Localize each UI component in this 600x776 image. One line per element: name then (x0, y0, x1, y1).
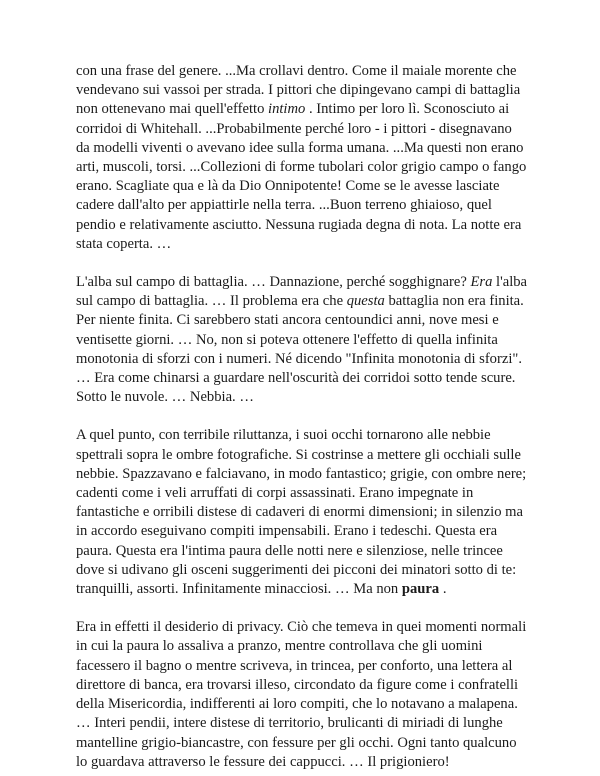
text-run: A quel punto, con terribile riluttanza, i suoi occhi tornarono alle nebbie spettrali sopra le ombre fotografiche. Si costrinse a mettere gli occhiali sulle nebbie. Spazzavano e falciavano, in modo fantastico; grigie, con ombre nere; cadenti come i veli arruffati di corpi assassinati. Erano impegnate in fantastiche e orribili distese di cadaveri di enormi dimensioni; in silenzio ma in accordo eseguivano compiti impensabili. Erano i tedeschi. Questa era paura. Questa era l'intima paura delle notti nere e silenziose, nelle trincee dove si udivano gli osceni suggerimenti dei picconi dei minatori sotto di te: tranquilli, assorti. Infinitamente minacciosi. … Ma non (76, 427, 527, 598)
text-run: . (439, 581, 447, 598)
paragraph (76, 426, 528, 599)
paragraph (76, 273, 528, 407)
text-run: . Intimo per loro lì. Sconosciuto ai corridoi di Whitehall. ...Probabilmente perché loro - i pittori - disegnavano da modelli viventi o avevano idee sulla forma umana. ...Ma questi non erano arti, muscoli, torsi. ...Collezioni di forme tubolari color grigio campo o fango erano. Scagliate qua e là da Dio Onnipotente! Come se le avesse lasciate cadere dall'alto per appiattirle nella terra. ...Buon terreno ghiaioso, quel pendio e relativamente asciutto. Nessuna rugiada degna di nota. La notte era stata coperta. … (76, 101, 527, 252)
text-run: Era in effetti il desiderio di privacy. Ciò che temeva in quei momenti normali in cui la paura lo assaliva a pranzo, mentre controllava che gli uomini facessero il bagno o mentre scriveva, in trincea, per conforto, una lettera al direttore di banca, era trovarsi illeso, circondato da figure come i confratelli della Misericordia, indifferenti ai loro compiti, che lo notavano a malapena. … Interi pendii, intere distese di territorio, brulicanti di miriadi di lunghe mantelline grigio-biancastre, con fessure per gli occhi. Ogni tanto qualcuno lo guardava attraverso le fessure dei cappucci. … Il prigioniero! (76, 619, 527, 770)
body-text (76, 62, 528, 772)
text-run: battaglia non era finita. Per niente finita. Ci sarebbero stati ancora centoundici anni, nove mesi e ventisette giorni. … No, non si poteva ottenere l'effetto di quella infinita monotonia di sforzi con i numeri. Né dicendo "Infinita monotonia di sforzi". … Era come chinarsi a guardare nell'oscurità dei corridoi sotto tende scure. Sotto le nuvole. … Nebbia. … (76, 293, 524, 406)
paragraph (76, 618, 528, 772)
emphasis-text: Era (470, 274, 493, 291)
text-run: con una frase del genere. ...Ma crollavi dentro. Come il maiale morente che vendevano sui vassoi per strada. I pittori che dipingevano campi di battaglia non ottenevano mai quell'effetto (76, 63, 521, 118)
emphasis-text: questa (346, 293, 385, 310)
text-run: l'alba sul campo di battaglia. … Il problema era che (76, 274, 528, 310)
bold-text: paura (401, 581, 440, 598)
text-run: L'alba sul campo di battaglia. … Dannazione, perché sogghignare? (76, 274, 471, 291)
emphasis-text: intimo (268, 101, 306, 118)
paragraph (76, 62, 528, 254)
